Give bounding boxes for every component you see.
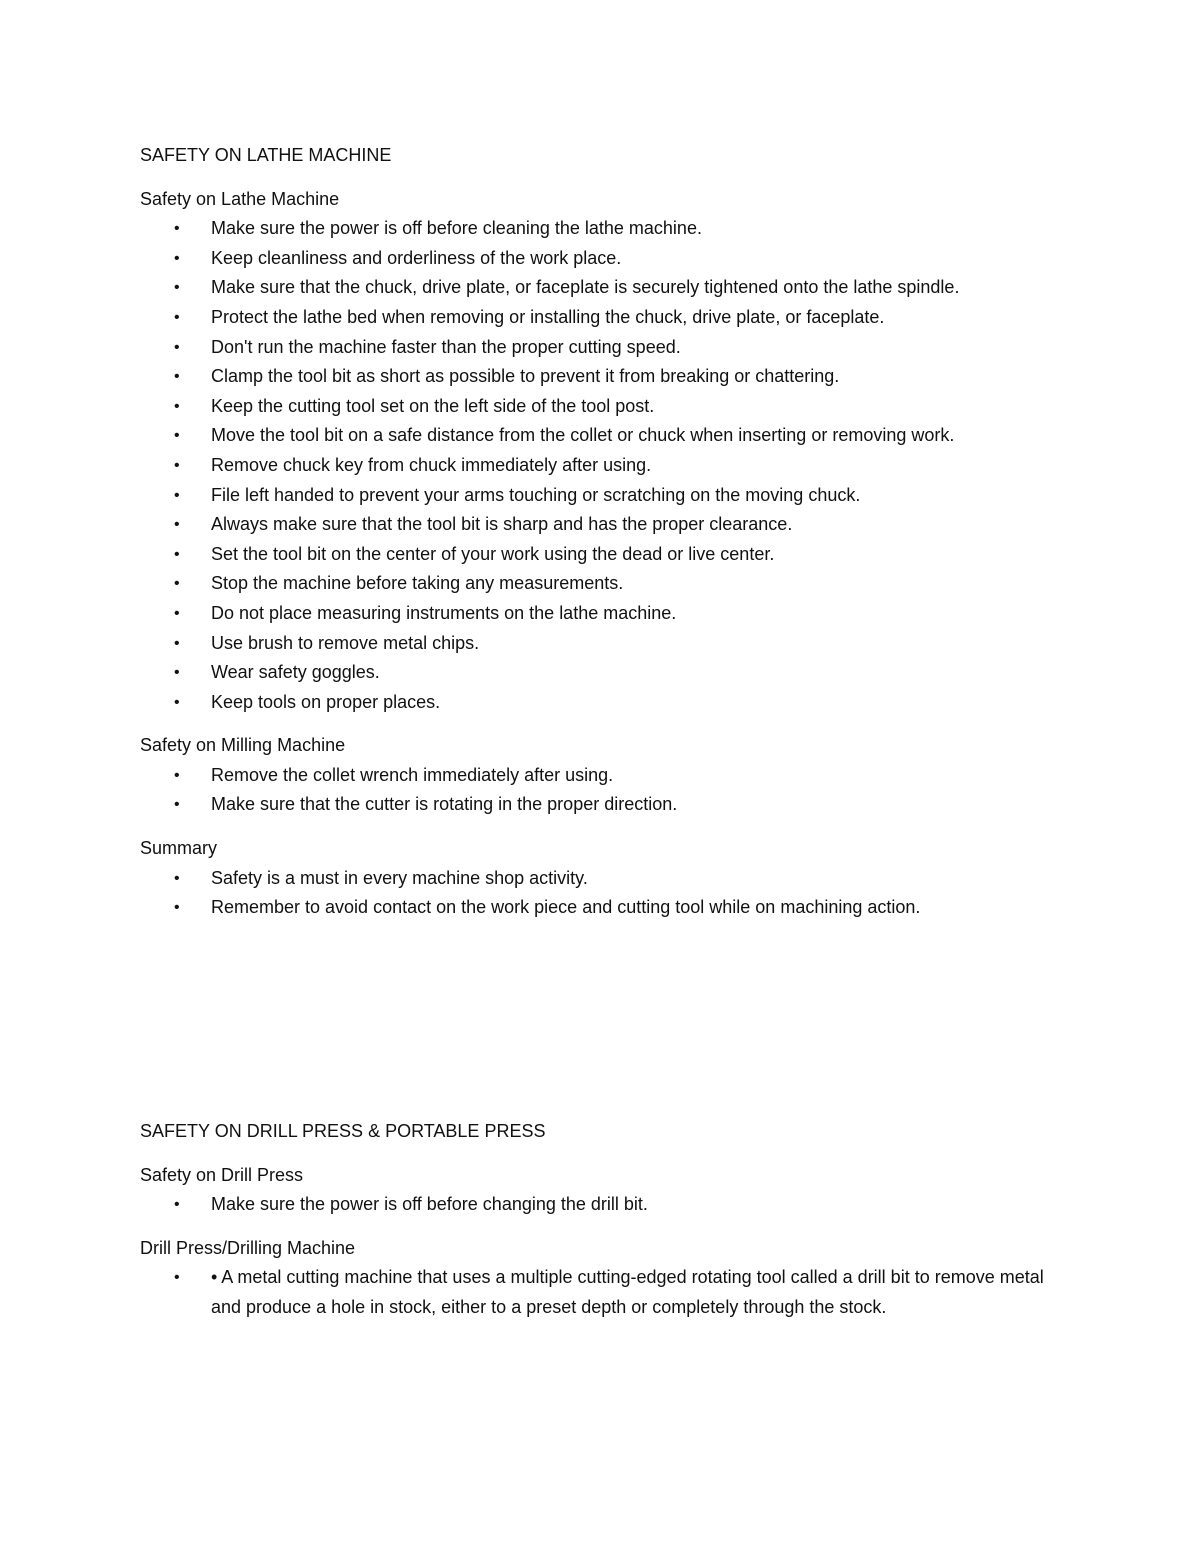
bullet-list-lathe: [140, 214, 1060, 717]
bullet-icon: •: [174, 664, 180, 682]
list-item: • Safety is a must in every machine shop activity.: [140, 864, 1060, 894]
list-item: • Make sure the power is off before cleaning the lathe machine.: [140, 214, 1060, 244]
bullet-list-summary: [140, 864, 1060, 923]
bullet-icon: •: [174, 516, 180, 534]
section-lathe: [140, 141, 1060, 923]
list-item: • • A metal cutting machine that uses a multiple cutting-edged rotating tool called a drill bit to remove metal and produce a hole in stock, either to a preset depth or completely through the stock.: [140, 1263, 1060, 1322]
list-item: • Wear safety goggles.: [140, 658, 1060, 688]
list-item: • Keep tools on proper places.: [140, 688, 1060, 718]
bullet-icon: •: [174, 1196, 180, 1214]
list-item: • Set the tool bit on the center of your work using the dead or live center.: [140, 540, 1060, 570]
list-item: • Keep the cutting tool set on the left side of the tool post.: [140, 392, 1060, 422]
bullet-icon: •: [174, 397, 180, 415]
bullet-icon: •: [174, 456, 180, 474]
section-title: SAFETY ON LATHE MACHINE: [140, 145, 392, 165]
list-item: • Make sure that the chuck, drive plate, or faceplate is securely tightened onto the lathe spindle.: [140, 273, 1060, 303]
bullet-icon: •: [174, 634, 180, 652]
bullet-icon: •: [174, 338, 180, 356]
bullet-list-drill-press: [140, 1190, 1060, 1220]
group-heading-milling: Safety on Milling Machine: [140, 735, 346, 756]
section-title: SAFETY ON DRILL PRESS & PORTABLE PRESS: [140, 1121, 546, 1141]
bullet-icon: •: [174, 1269, 180, 1287]
bullet-list-milling: [140, 761, 1060, 820]
bullet-icon: •: [174, 899, 180, 917]
group-heading-lathe: Safety on Lathe Machine: [140, 188, 340, 209]
bullet-icon: •: [174, 486, 180, 504]
list-item: • Keep cleanliness and orderliness of the work place.: [140, 244, 1060, 274]
bullet-icon: •: [174, 368, 180, 386]
list-item: • Remember to avoid contact on the work piece and cutting tool while on machining action.: [140, 893, 1060, 923]
bullet-icon: •: [174, 693, 180, 711]
list-item: • Always make sure that the tool bit is sharp and has the proper clearance.: [140, 510, 1060, 540]
list-item: • Do not place measuring instruments on the lathe machine.: [140, 599, 1060, 629]
bullet-icon: •: [174, 279, 180, 297]
list-item: • Move the tool bit on a safe distance from the collet or chuck when inserting or removing work.: [140, 421, 1060, 451]
group-heading-summary: Summary: [140, 838, 218, 859]
list-item: • File left handed to prevent your arms touching or scratching on the moving chuck.: [140, 481, 1060, 511]
list-item: • Remove the collet wrench immediately after using.: [140, 761, 1060, 791]
bullet-icon: •: [174, 766, 180, 784]
list-item: • Make sure the power is off before changing the drill bit.: [140, 1190, 1060, 1220]
group-heading-drill-press: Safety on Drill Press: [140, 1164, 304, 1185]
bullet-icon: •: [174, 604, 180, 622]
list-item: • Protect the lathe bed when removing or installing the chuck, drive plate, or faceplate.: [140, 303, 1060, 333]
bullet-icon: •: [174, 427, 180, 445]
group-heading-drilling-machine: Drill Press/Drilling Machine: [140, 1237, 356, 1258]
bullet-icon: •: [174, 796, 180, 814]
section-drill-press: [140, 1117, 1060, 1323]
list-item: • Use brush to remove metal chips.: [140, 629, 1060, 659]
list-item: • Stop the machine before taking any measurements.: [140, 569, 1060, 599]
bullet-icon: •: [174, 220, 180, 238]
list-item: • Remove chuck key from chuck immediately after using.: [140, 451, 1060, 481]
list-item: • Clamp the tool bit as short as possible to prevent it from breaking or chattering.: [140, 362, 1060, 392]
list-item: • Don't run the machine faster than the proper cutting speed.: [140, 333, 1060, 363]
list-item: • Make sure that the cutter is rotating in the proper direction.: [140, 790, 1060, 820]
bullet-icon: •: [174, 308, 180, 326]
bullet-list-drilling-machine: [140, 1263, 1060, 1322]
bullet-icon: •: [174, 575, 180, 593]
bullet-icon: •: [174, 249, 180, 267]
bullet-icon: •: [174, 545, 180, 563]
bullet-icon: •: [174, 869, 180, 887]
